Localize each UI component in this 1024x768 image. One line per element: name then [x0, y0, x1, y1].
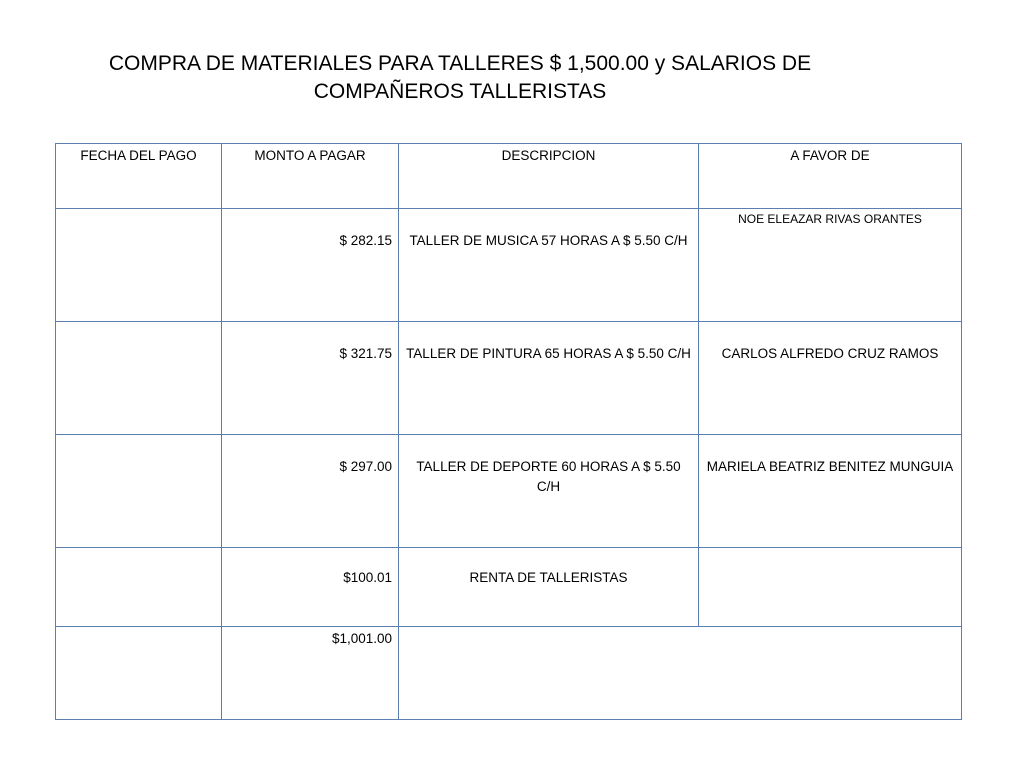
cell-descripcion: TALLER DE PINTURA 65 HORAS A $ 5.50 C/H: [399, 322, 699, 435]
cell-total-fecha: [56, 627, 222, 720]
table-header-row: [56, 144, 962, 209]
cell-descripcion: TALLER DE DEPORTE 60 HORAS A $ 5.50 C/H: [399, 435, 699, 548]
cell-total-empty: [399, 627, 962, 720]
cell-fecha: [56, 322, 222, 435]
cell-monto: $ 282.15: [222, 209, 399, 322]
table-row: [56, 209, 962, 322]
cell-fecha: [56, 209, 222, 322]
header-monto: MONTO A PAGAR: [222, 144, 399, 209]
cell-monto: $ 321.75: [222, 322, 399, 435]
table-row: [56, 548, 962, 627]
table-row: [56, 322, 962, 435]
slide-title: [100, 50, 820, 106]
header-fecha: FECHA DEL PAGO: [56, 144, 222, 209]
slide-title-line-1: COMPRA DE MATERIALES PARA TALLERES $ 1,500.00 y SALARIOS DE: [108, 52, 812, 75]
cell-favor: [699, 548, 962, 627]
table-total-row: [56, 627, 962, 720]
slide-title-line-2: COMPAÑEROS TALLERISTAS: [313, 80, 607, 103]
cell-fecha: [56, 435, 222, 548]
cell-fecha: [56, 548, 222, 627]
cell-favor: CARLOS ALFREDO CRUZ RAMOS: [699, 322, 962, 435]
cell-monto: $100.01: [222, 548, 399, 627]
cell-monto: $ 297.00: [222, 435, 399, 548]
payments-table: [55, 143, 962, 720]
cell-descripcion: TALLER DE MUSICA 57 HORAS A $ 5.50 C/H: [399, 209, 699, 322]
table-row: [56, 435, 962, 548]
cell-descripcion: RENTA DE TALLERISTAS: [399, 548, 699, 627]
header-descripcion: DESCRIPCION: [399, 144, 699, 209]
cell-total-monto: $1,001.00: [222, 627, 399, 720]
header-favor: A FAVOR DE: [699, 144, 962, 209]
cell-favor: NOE ELEAZAR RIVAS ORANTES: [699, 209, 962, 322]
cell-favor: MARIELA BEATRIZ BENITEZ MUNGUIA: [699, 435, 962, 548]
